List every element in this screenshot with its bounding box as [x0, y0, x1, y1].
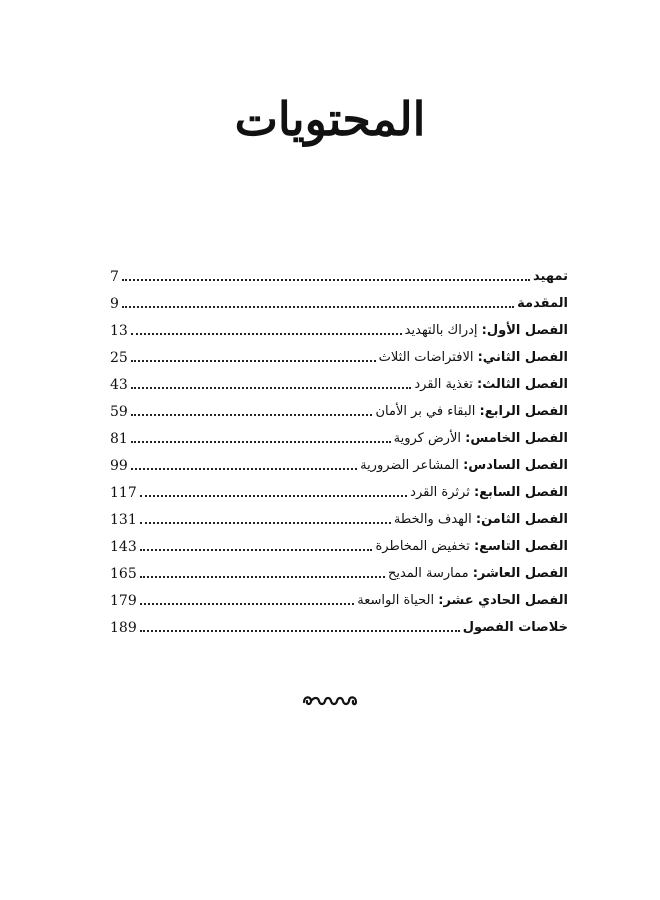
toc-subtitle: الأرض كروية: [393, 431, 461, 446]
toc-entry-label: [517, 296, 568, 312]
toc-chapter: المقدمة: [517, 296, 568, 311]
toc-page-number: 143: [110, 539, 137, 555]
toc-page-number: 43: [110, 377, 128, 393]
toc-subtitle: تغذية القرد: [414, 377, 473, 392]
dot-leader: [122, 279, 530, 281]
dot-leader: [140, 603, 355, 605]
toc-subtitle: ممارسة المديح: [387, 566, 469, 581]
toc-entry-label: [394, 431, 568, 447]
toc-chapter: الفصل التاسع:: [473, 539, 568, 554]
dot-leader: [140, 522, 391, 524]
toc-chapter: الفصل الأول:: [481, 323, 568, 338]
toc-subtitle: البقاء في بر الأمان: [375, 404, 476, 419]
dot-leader: [140, 576, 385, 578]
toc-chapter: الفصل السادس:: [463, 458, 568, 473]
toc-entry-label: [375, 404, 568, 420]
toc-page-number: 25: [110, 350, 128, 366]
toc-entry: [110, 474, 568, 501]
toc-entry: [110, 555, 568, 582]
toc-subtitle: الهدف والخطة: [393, 512, 472, 527]
toc-entry-label: [463, 620, 568, 636]
toc-page-number: 179: [110, 593, 137, 609]
dot-leader: [131, 414, 373, 416]
dot-leader: [131, 468, 357, 470]
toc-entry: [110, 393, 568, 420]
toc-chapter: خلاصات الفصول: [462, 620, 568, 635]
toc-entry-label: [379, 350, 568, 366]
toc-subtitle: ثرثرة القرد: [410, 485, 470, 500]
toc-entry-label: [533, 269, 568, 285]
dot-leader: [122, 306, 514, 308]
toc-entry: [110, 501, 568, 528]
toc-entry-label: [414, 377, 568, 393]
toc-page-number: 131: [110, 512, 137, 528]
toc-entry: [110, 609, 568, 636]
toc-entry: [110, 339, 568, 366]
toc-subtitle: المشاعر الضرورية: [360, 458, 459, 473]
toc-entry: [110, 420, 568, 447]
toc-page-number: 59: [110, 404, 128, 420]
dot-leader: [140, 495, 407, 497]
toc-chapter: الفصل الثالث:: [477, 377, 568, 392]
toc-entry-label: [375, 539, 568, 555]
dot-leader: [131, 360, 376, 362]
toc-subtitle: الحياة الواسعة: [357, 593, 435, 608]
toc-page-number: 7: [110, 269, 119, 285]
toc-page-number: 81: [110, 431, 128, 447]
toc-chapter: الفصل الخامس:: [465, 431, 568, 446]
dot-leader: [131, 387, 411, 389]
toc-entry-label: [405, 323, 568, 339]
toc-entry-label: [410, 485, 568, 501]
flourish-ornament-icon: [300, 692, 360, 708]
toc-entry: [110, 528, 568, 555]
toc-chapter: الفصل الحادي عشر:: [438, 593, 568, 608]
toc-entry: [110, 366, 568, 393]
toc-page-number: 9: [110, 296, 119, 312]
toc-entry: [110, 258, 568, 285]
toc-chapter: الفصل الثاني:: [477, 350, 568, 365]
toc-chapter: الفصل الثامن:: [475, 512, 568, 527]
table-of-contents: [110, 258, 568, 636]
toc-chapter: تمهيد: [533, 269, 568, 284]
toc-chapter: الفصل السابع:: [473, 485, 568, 500]
toc-page-number: 165: [110, 566, 137, 582]
dot-leader: [131, 333, 402, 335]
toc-entry: [110, 285, 568, 312]
toc-entry-label: [357, 593, 568, 609]
toc-entry: [110, 582, 568, 609]
dot-leader: [140, 549, 373, 551]
toc-page-number: 99: [110, 458, 128, 474]
toc-subtitle: إدراك بالتهديد: [404, 323, 478, 338]
toc-entry: [110, 447, 568, 474]
toc-chapter: الفصل الرابع:: [479, 404, 568, 419]
dot-leader: [140, 630, 460, 632]
toc-entry: [110, 312, 568, 339]
toc-subtitle: الافتراضات الثلاث: [378, 350, 474, 365]
page-title: المحتويات: [234, 92, 426, 146]
toc-entry-label: [360, 458, 568, 474]
toc-page-number: 189: [110, 620, 137, 636]
toc-entry-label: [388, 566, 568, 582]
toc-page-number: 117: [110, 485, 137, 501]
dot-leader: [131, 441, 391, 443]
toc-subtitle: تخفيض المخاطرة: [375, 539, 470, 554]
toc-page-number: 13: [110, 323, 128, 339]
flourish-ornament-icon: [0, 692, 660, 712]
toc-chapter: الفصل العاشر:: [472, 566, 568, 581]
toc-entry-label: [394, 512, 568, 528]
